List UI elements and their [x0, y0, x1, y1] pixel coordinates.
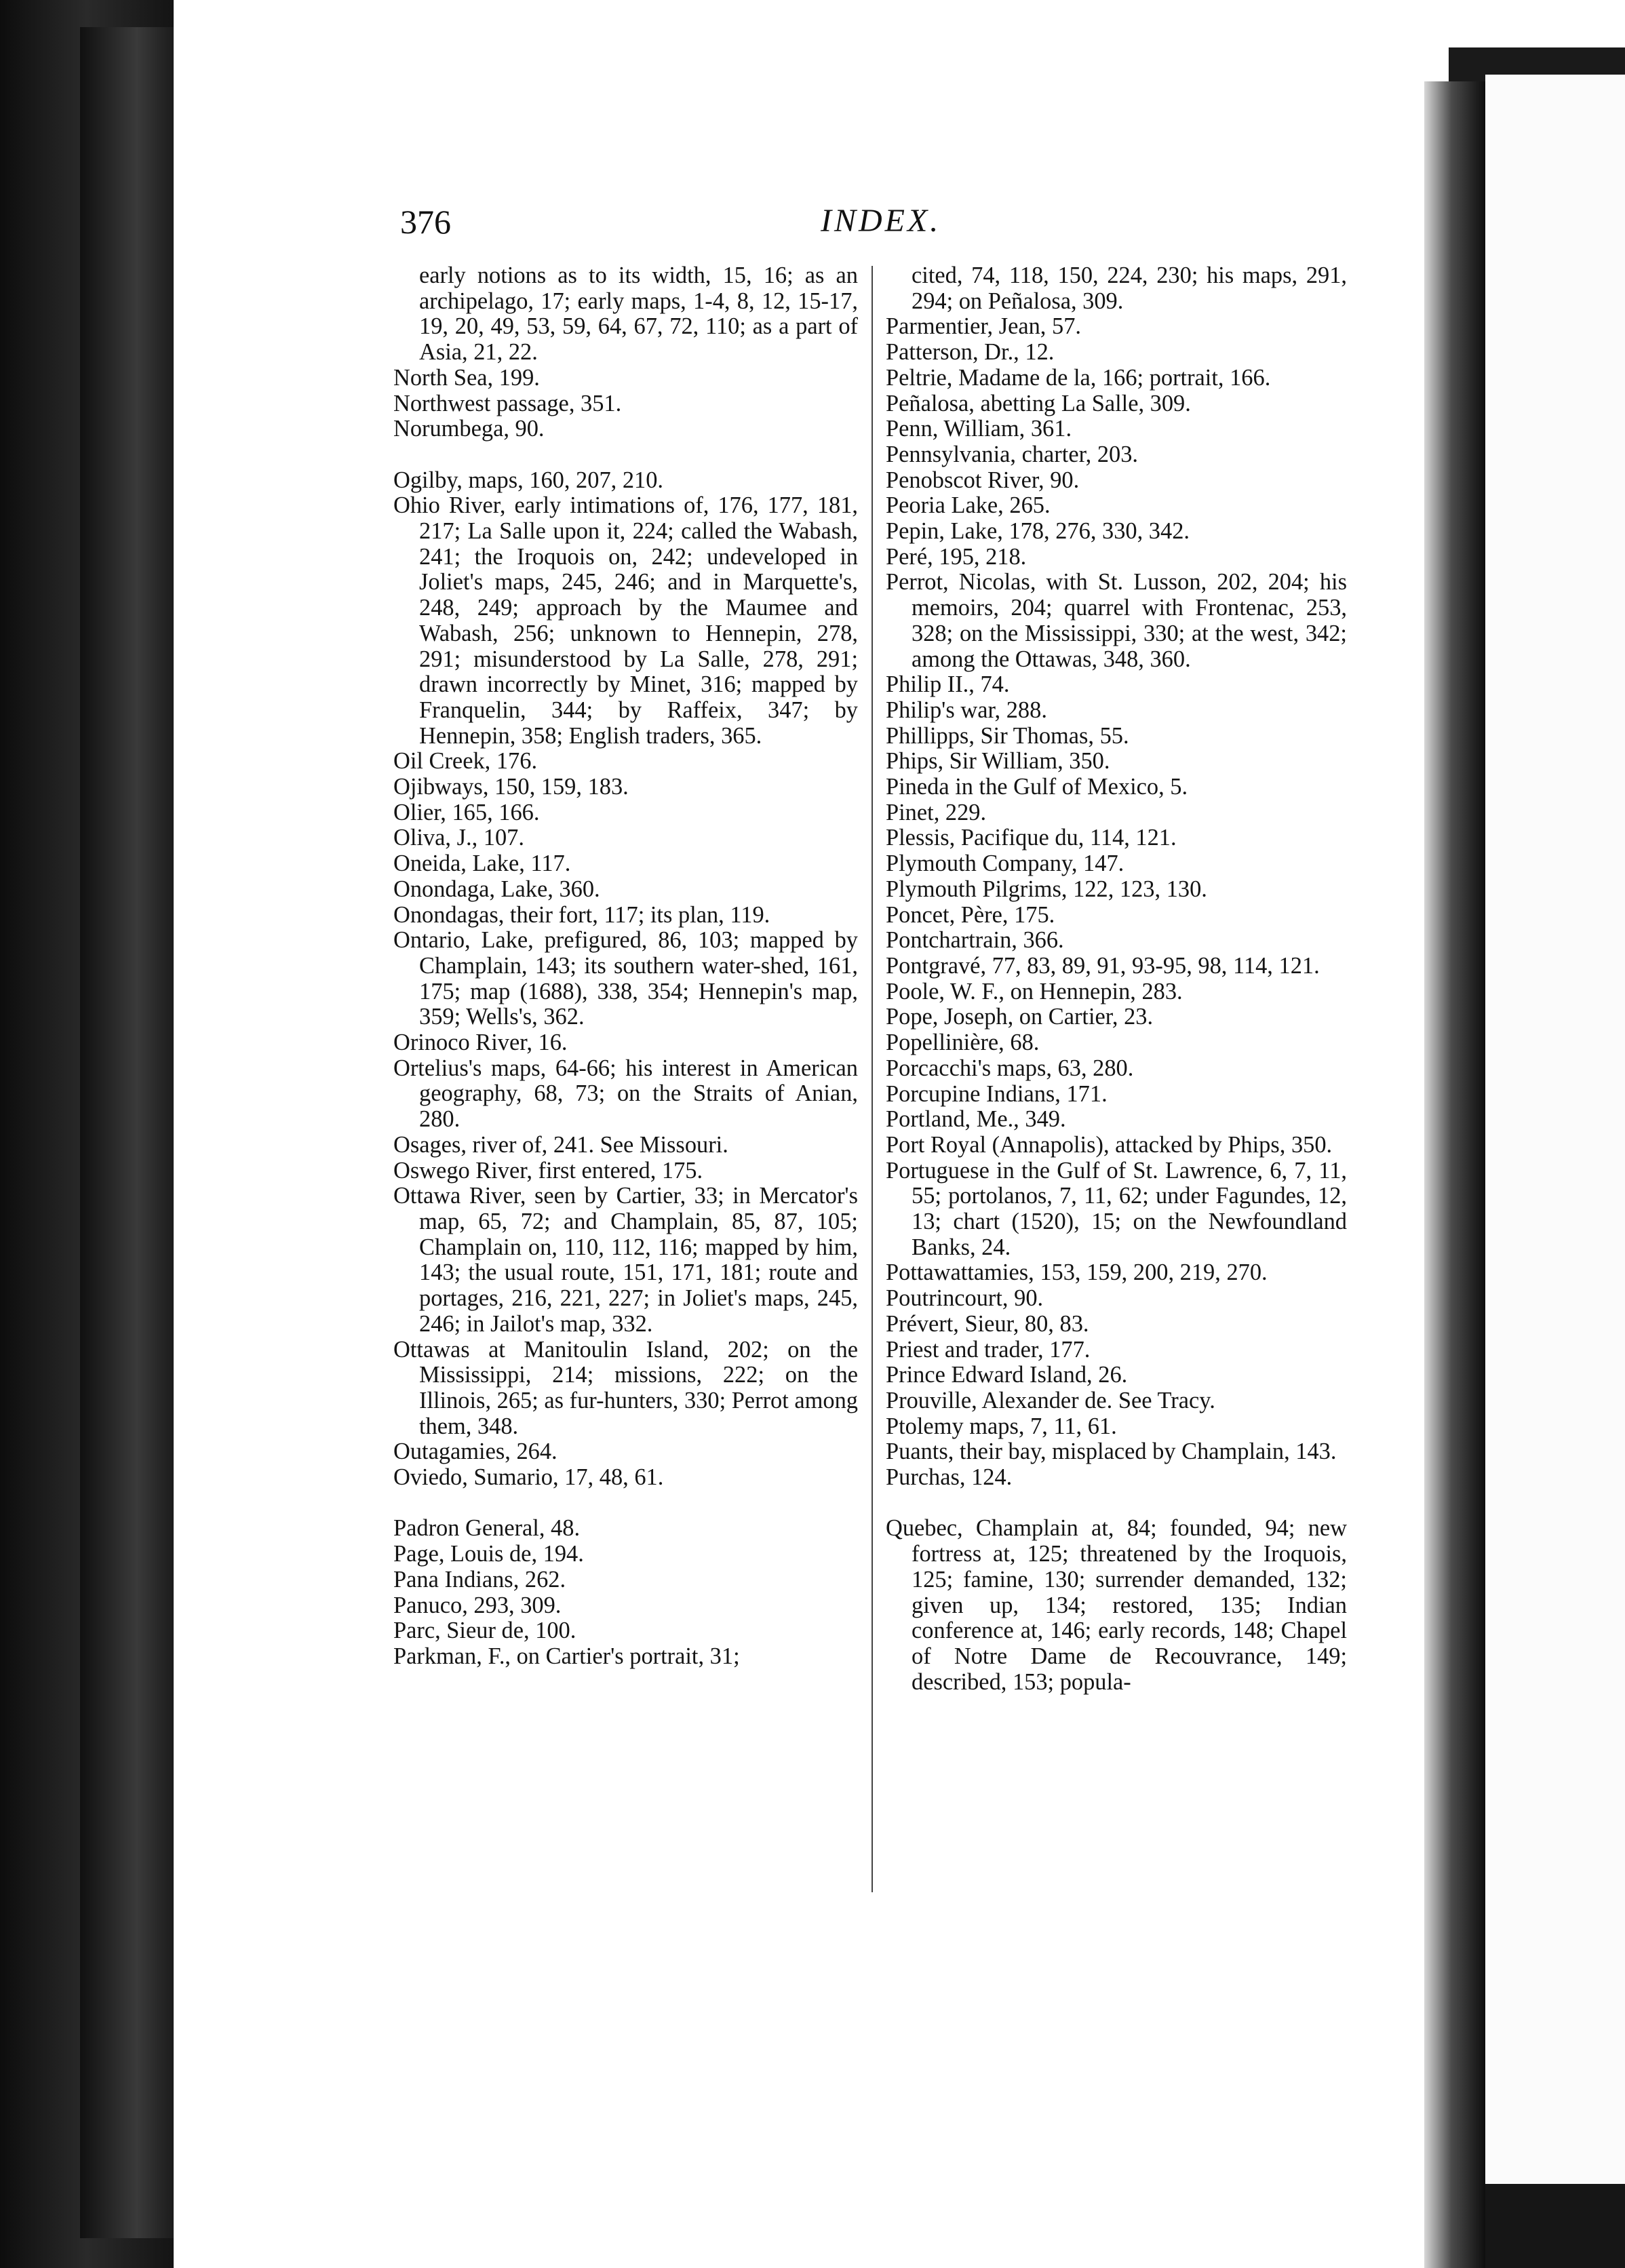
- index-entry: Quebec, Champlain at, 84; founded, 94; new fortress at, 125; threatened by the Iroquois, 125; famine, 130; surrender demanded, 132; given up, 134; restored, 135; Indian conference at, 146; early records, 148; Chapel of Notre Dame de Recouvrance, 149; described, 153; popula-: [886, 1515, 1347, 1695]
- index-entry: Osages, river of, 241. See Missouri.: [393, 1131, 728, 1158]
- index-entry: Northwest passage, 351.: [393, 390, 622, 416]
- facing-page-edge: [1485, 75, 1625, 2268]
- index-entry: Prévert, Sieur, 80, 83.: [886, 1310, 1089, 1337]
- index-entry: Ontario, Lake, prefigured, 86, 103; mapped by Champlain, 143; its southern water-shed, 161, 175; map (1688), 338, 354; Hennepin's map, 359; Wells's, 362.: [393, 927, 858, 1030]
- index-entry: Phillipps, Sir Thomas, 55.: [886, 722, 1129, 749]
- index-column-left: [393, 263, 858, 1670]
- page-number: 376: [400, 203, 451, 241]
- index-entry: Priest and trader, 177.: [886, 1336, 1091, 1363]
- index-entry: Parkman, F., on Cartier's portrait, 31;: [393, 1643, 740, 1669]
- index-entry: Peñalosa, abetting La Salle, 309.: [886, 390, 1191, 416]
- index-entry: Pottawattamies, 153, 159, 200, 219, 270.: [886, 1259, 1268, 1286]
- index-entry: Orinoco River, 16.: [393, 1030, 568, 1056]
- index-entry: Page, Louis de, 194.: [393, 1541, 584, 1567]
- index-entry: Philip's war, 288.: [886, 697, 1047, 723]
- index-entry: Ottawa River, seen by Cartier, 33; in Mercator's map, 65, 72; and Champlain, 85, 87, 105; Champlain on, 110, 112, 116; mapped by him, 143; the usual route, 151, 171, 181; route and portages, 216, 221, 227; in Joliet's maps, 245, 246; in Jailot's map, 332.: [393, 1183, 858, 1337]
- index-entry: Prince Edward Island, 26.: [886, 1362, 1128, 1388]
- running-head: INDEX.: [821, 203, 941, 239]
- index-entry: Peré, 195, 218.: [886, 543, 1027, 570]
- index-entry: Porcacchi's maps, 63, 280.: [886, 1055, 1134, 1081]
- index-entry: Outagamies, 264.: [393, 1439, 557, 1465]
- index-entry-continuation: cited, 74, 118, 150, 224, 230; his maps, 291, 294; on Peñalosa, 309.: [912, 262, 1347, 314]
- index-entry: Popellinière, 68.: [886, 1030, 1040, 1056]
- index-entry: Port Royal (Annapolis), attacked by Phips, 350.: [886, 1131, 1333, 1158]
- index-entry: Poncet, Père, 175.: [886, 901, 1055, 928]
- index-entry: Pana Indians, 262.: [393, 1566, 566, 1592]
- index-entry: Prouville, Alexander de. See Tracy.: [886, 1387, 1215, 1413]
- index-entry: Pinet, 229.: [886, 799, 987, 825]
- index-entry: Porcupine Indians, 171.: [886, 1080, 1108, 1107]
- index-entry: Phips, Sir William, 350.: [886, 748, 1110, 775]
- index-entry: Portuguese in the Gulf of St. Lawrence, 6, 7, 11, 55; portolanos, 7, 11, 62; under Fagundes, 12, 13; chart (1520), 15; on the Newfoundland Banks, 24.: [886, 1157, 1347, 1260]
- index-entry: Oil Creek, 176.: [393, 748, 538, 775]
- index-entry: Onondaga, Lake, 360.: [393, 876, 600, 902]
- index-entry: Ptolemy maps, 7, 11, 61.: [886, 1413, 1117, 1439]
- index-entry: Patterson, Dr., 12.: [886, 339, 1055, 366]
- index-entry: Norumbega, 90.: [393, 416, 545, 442]
- index-column-right: [886, 263, 1347, 1695]
- index-entry: Philip II., 74.: [886, 671, 1010, 698]
- book-gutter-shadow: [1424, 81, 1485, 2268]
- index-entry: Ottawas at Manitoulin Island, 202; on the Mississippi, 214; missions, 222; on the Illinois, 265; as fur-hunters, 330; Perrot among them, 348.: [393, 1336, 858, 1439]
- index-entry: Ojibways, 150, 159, 183.: [393, 774, 629, 800]
- letter-section-gap: [886, 1491, 1347, 1517]
- index-entry: Poutrincourt, 90.: [886, 1285, 1044, 1312]
- index-entry: Peltrie, Madame de la, 166; portrait, 166.: [886, 364, 1271, 391]
- scanner-background-top: [174, 0, 1625, 47]
- index-entry: Panuco, 293, 309.: [393, 1592, 562, 1618]
- index-entry: Oneida, Lake, 117.: [393, 850, 571, 877]
- index-entry: Plessis, Pacifique du, 114, 121.: [886, 825, 1177, 851]
- index-entry: Padron General, 48.: [393, 1515, 581, 1542]
- index-entry-continuation: early notions as to its width, 15, 16; as an archipelago, 17; early maps, 1-4, 8, 12, 15-17, 19, 20, 49, 53, 59, 64, 67, 72, 110; as a part of Asia, 21, 22.: [419, 262, 858, 366]
- index-entry: Pontchartrain, 366.: [886, 927, 1064, 954]
- index-entry: Puants, their bay, misplaced by Champlain, 143.: [886, 1439, 1337, 1465]
- index-entry: Oviedo, Sumario, 17, 48, 61.: [393, 1464, 664, 1491]
- index-entry: Perrot, Nicolas, with St. Lusson, 202, 204; his memoirs, 204; quarrel with Frontenac, 253, 328; on the Mississippi, 330; at the west, 342; among the Ottawas, 348, 360.: [886, 569, 1347, 672]
- index-entry: Oliva, J., 107.: [393, 825, 524, 851]
- index-entry: Plymouth Pilgrims, 122, 123, 130.: [886, 876, 1207, 902]
- index-entry: Ohio River, early intimations of, 176, 177, 181, 217; La Salle upon it, 224; called the Wabash, 241; the Iroquois on, 242; undeveloped in Joliet's maps, 245, 246; and in Marquette's, 248, 249; approach by the Maumee and Wabash, 256; unknown to Hennepin, 278, 291; misunderstood by La Salle, 278, 291; drawn incorrectly by Minet, 316; mapped by Franquelin, 344; by Raffeix, 347; by Hennepin, 358; English traders, 365.: [393, 492, 858, 749]
- letter-section-gap: [393, 442, 858, 468]
- index-entry: Pope, Joseph, on Cartier, 23.: [886, 1004, 1154, 1030]
- index-entry: Onondagas, their fort, 117; its plan, 119.: [393, 901, 770, 928]
- index-entry: Pennsylvania, charter, 203.: [886, 441, 1139, 467]
- index-entry: Pepin, Lake, 178, 276, 330, 342.: [886, 518, 1190, 545]
- index-entry: Penn, William, 361.: [886, 416, 1072, 442]
- index-entry: Peoria Lake, 265.: [886, 492, 1051, 519]
- index-entry: Plymouth Company, 147.: [886, 850, 1124, 877]
- index-entry: Oswego River, first entered, 175.: [393, 1157, 703, 1184]
- index-entry: Parmentier, Jean, 57.: [886, 313, 1081, 340]
- book-page-edge: [80, 27, 175, 2238]
- index-entry: Pineda in the Gulf of Mexico, 5.: [886, 774, 1188, 800]
- index-entry: Olier, 165, 166.: [393, 799, 540, 825]
- index-entry: Parc, Sieur de, 100.: [393, 1618, 576, 1644]
- index-entry: Portland, Me., 349.: [886, 1106, 1066, 1133]
- column-divider: [872, 266, 873, 1892]
- scanner-background-corner: [1485, 2184, 1625, 2268]
- letter-section-gap: [393, 1491, 858, 1517]
- index-entry: Ogilby, maps, 160, 207, 210.: [393, 467, 664, 493]
- index-entry: Pontgravé, 77, 83, 89, 91, 93-95, 98, 114, 121.: [886, 952, 1320, 979]
- page-header: [400, 202, 1363, 243]
- index-entry: Purchas, 124.: [886, 1464, 1013, 1491]
- index-entry: Penobscot River, 90.: [886, 467, 1080, 493]
- index-entry: Ortelius's maps, 64-66; his interest in American geography, 68, 73; on the Straits of Anian, 280.: [393, 1055, 858, 1133]
- index-entry: North Sea, 199.: [393, 364, 540, 391]
- index-entry: Poole, W. F., on Hennepin, 283.: [886, 978, 1183, 1004]
